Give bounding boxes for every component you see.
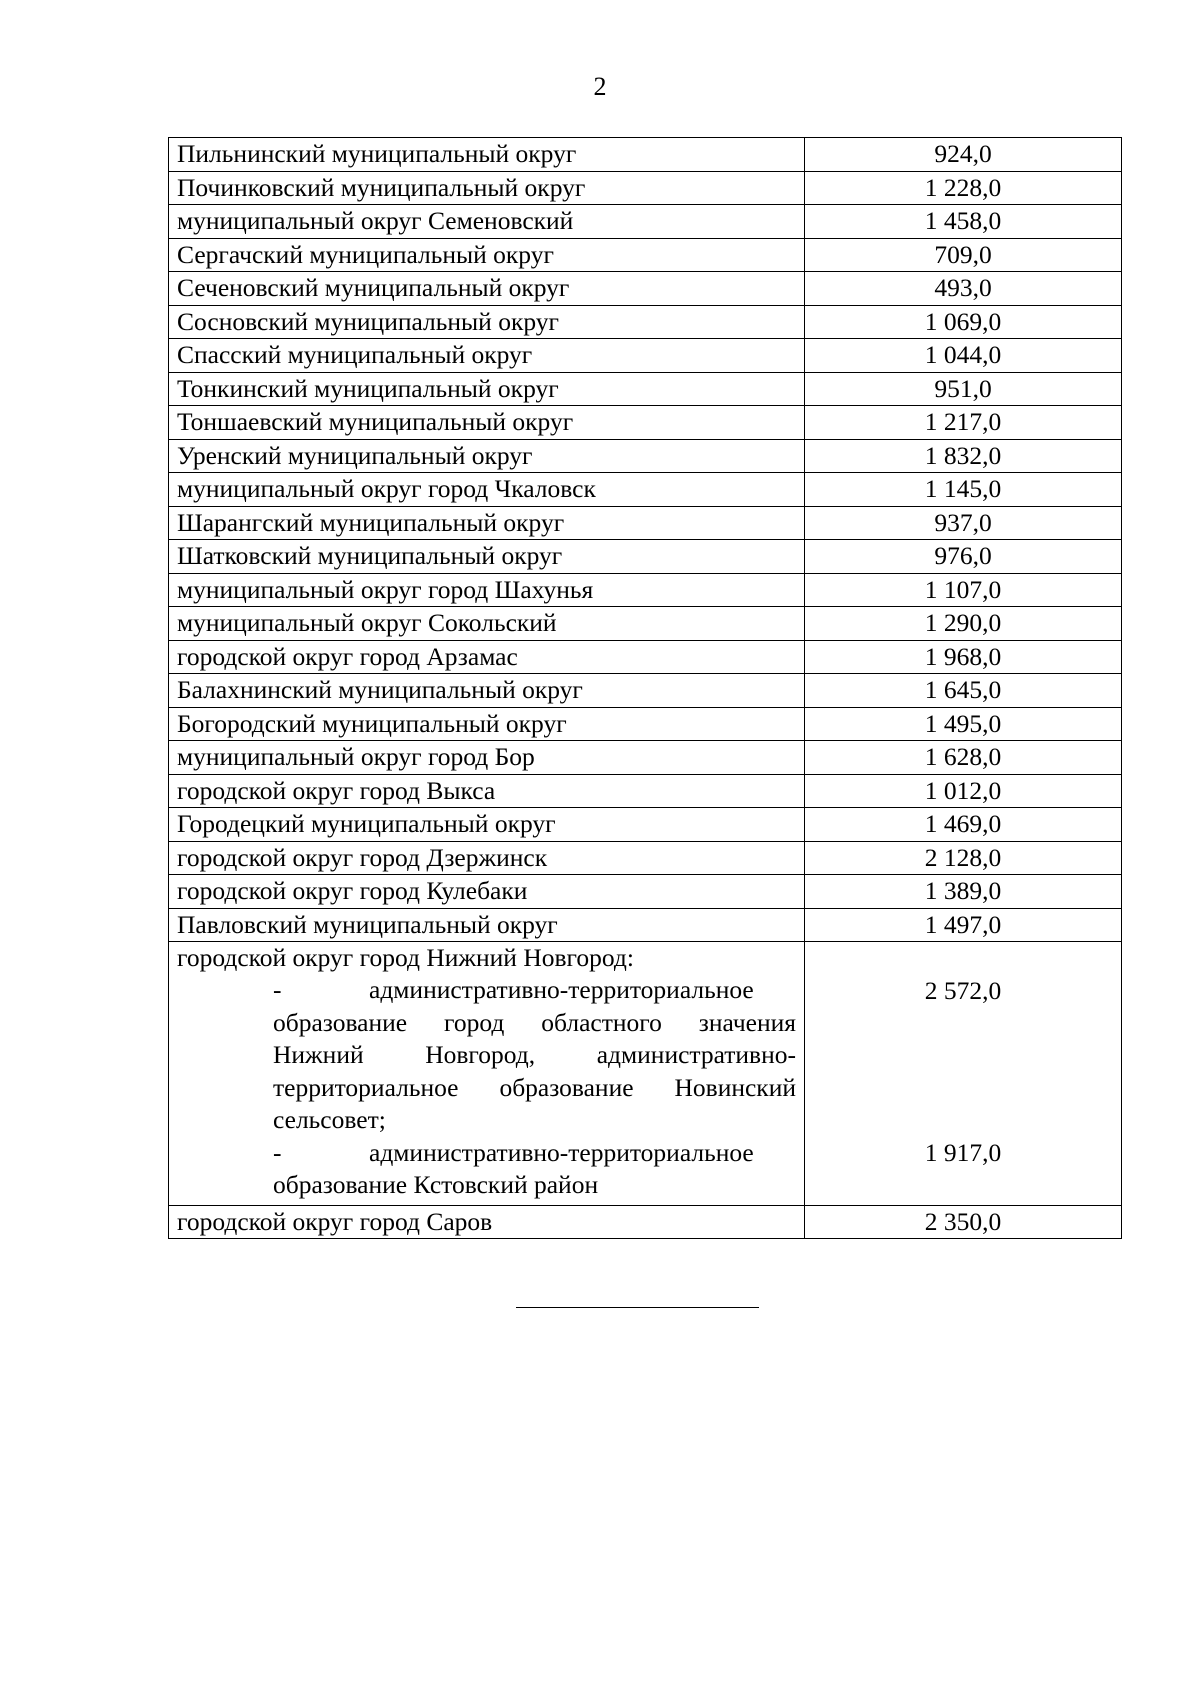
sub-item-text: административно-территориальное образование город областного значения Нижний Новгород, административно-территориальное образование Новинский сельсовет; — [273, 975, 796, 1134]
table-row — [169, 607, 1122, 641]
table-row — [169, 138, 1122, 172]
allocation-value: 1 069,0 — [805, 305, 1122, 339]
municipality-name: городской округ город Нижний Новгород: — [177, 943, 634, 972]
table-row — [169, 674, 1122, 708]
municipality-name-cell — [169, 942, 805, 1206]
table-row — [169, 339, 1122, 373]
table-row — [169, 841, 1122, 875]
allocation-value: 1 497,0 — [805, 908, 1122, 942]
table-row — [169, 741, 1122, 775]
municipality-name: городской округ город Саров — [169, 1205, 805, 1239]
table-row — [169, 238, 1122, 272]
municipality-name: Починковский муниципальный округ — [169, 171, 805, 205]
municipality-name: Балахнинский муниципальный округ — [169, 674, 805, 708]
table-row-sarov — [169, 1205, 1122, 1239]
list-dash: - — [273, 975, 282, 1004]
allocation-table — [168, 137, 1122, 1239]
municipality-name: Павловский муниципальный округ — [169, 908, 805, 942]
table-row — [169, 707, 1122, 741]
allocation-value: 937,0 — [805, 506, 1122, 540]
table-row — [169, 506, 1122, 540]
allocation-value: 951,0 — [805, 372, 1122, 406]
table-row — [169, 305, 1122, 339]
allocation-value: 1 458,0 — [805, 205, 1122, 239]
sub-item-text: административно-территориальное образование Кстовский район — [273, 1137, 754, 1199]
table-row — [169, 406, 1122, 440]
spacer — [813, 1007, 1113, 1137]
sub-item-city — [273, 974, 796, 1137]
allocation-value: 2 350,0 — [805, 1205, 1122, 1239]
municipality-name: Сергачский муниципальный округ — [169, 238, 805, 272]
municipality-name: Тоншаевский муниципальный округ — [169, 406, 805, 440]
sub-item-kstovo — [273, 1137, 796, 1202]
municipality-name: Шарангский муниципальный округ — [169, 506, 805, 540]
allocation-value: 1 968,0 — [805, 640, 1122, 674]
allocation-value: 1 145,0 — [805, 473, 1122, 507]
municipality-name: муниципальный округ Сокольский — [169, 607, 805, 641]
table-row — [169, 473, 1122, 507]
municipality-name: городской округ город Кулебаки — [169, 875, 805, 909]
municipality-name: муниципальный округ Семеновский — [169, 205, 805, 239]
allocation-value: 1 012,0 — [805, 774, 1122, 808]
allocation-value: 1 832,0 — [805, 439, 1122, 473]
municipality-name: городской округ город Арзамас — [169, 640, 805, 674]
municipality-name: Уренский муниципальный округ — [169, 439, 805, 473]
sub-values-cell — [805, 942, 1122, 1206]
table-row-nizhny-novgorod — [169, 942, 1122, 1206]
municipality-name: Сеченовский муниципальный округ — [169, 272, 805, 306]
spacer — [813, 942, 1113, 975]
municipality-name: городской округ город Выкса — [169, 774, 805, 808]
table-row — [169, 171, 1122, 205]
table-row — [169, 774, 1122, 808]
municipality-name: Сосновский муниципальный округ — [169, 305, 805, 339]
page-number: 2 — [593, 72, 607, 101]
allocation-value: 1 628,0 — [805, 741, 1122, 775]
sub-item-value: 2 572,0 — [924, 975, 1002, 1005]
sub-item-value: 1 917,0 — [924, 1138, 1002, 1167]
allocation-value: 1 044,0 — [805, 339, 1122, 373]
table-row — [169, 573, 1122, 607]
allocation-value: 1 495,0 — [805, 707, 1122, 741]
municipality-name: Богородский муниципальный округ — [169, 707, 805, 741]
municipality-name: Спасский муниципальный округ — [169, 339, 805, 373]
allocation-value: 1 469,0 — [805, 808, 1122, 842]
municipality-name: муниципальный округ город Шахунья — [169, 573, 805, 607]
allocation-value: 1 228,0 — [805, 171, 1122, 205]
municipality-name: муниципальный округ город Чкаловск — [169, 473, 805, 507]
list-dash: - — [273, 1137, 282, 1167]
allocation-value: 1 389,0 — [805, 875, 1122, 909]
table-row — [169, 640, 1122, 674]
table-row — [169, 908, 1122, 942]
footer-rule — [516, 1307, 759, 1308]
municipality-name: Пильнинский муниципальный округ — [169, 138, 805, 172]
municipality-name: муниципальный округ город Бор — [169, 741, 805, 775]
allocation-value: 976,0 — [805, 540, 1122, 574]
municipality-name: Тонкинский муниципальный округ — [169, 372, 805, 406]
municipality-name: Городецкий муниципальный округ — [169, 808, 805, 842]
table-row — [169, 808, 1122, 842]
allocation-value: 1 217,0 — [805, 406, 1122, 440]
table-body — [169, 138, 1122, 1239]
table-row — [169, 875, 1122, 909]
allocation-value: 2 128,0 — [805, 841, 1122, 875]
allocation-value: 493,0 — [805, 272, 1122, 306]
municipality-name: городской округ город Дзержинск — [169, 841, 805, 875]
allocation-value: 1 107,0 — [805, 573, 1122, 607]
table-row — [169, 540, 1122, 574]
table-row — [169, 272, 1122, 306]
table-row — [169, 439, 1122, 473]
table-row — [169, 205, 1122, 239]
table-row — [169, 372, 1122, 406]
allocation-value: 709,0 — [805, 238, 1122, 272]
allocation-value: 1 290,0 — [805, 607, 1122, 641]
municipality-name: Шатковский муниципальный округ — [169, 540, 805, 574]
allocation-value: 1 645,0 — [805, 674, 1122, 708]
allocation-value: 924,0 — [805, 138, 1122, 172]
